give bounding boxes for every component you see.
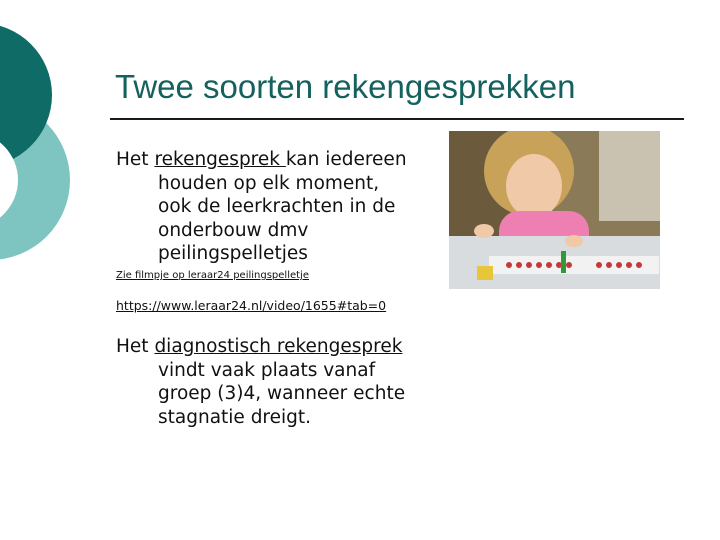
child-game-photo: [449, 131, 660, 289]
video-caption-link[interactable]: Zie filmpje op leraar24 peilingspelletje: [116, 270, 309, 281]
para2-underlined-term: diagnostisch rekengesprek: [154, 336, 403, 357]
video-url-link[interactable]: https://www.leraar24.nl/video/1655#tab=0: [116, 298, 387, 313]
paragraph-diagnostisch: [116, 335, 446, 429]
paragraph-first-line: [116, 148, 446, 172]
paragraph-line: houden op elk moment,: [158, 172, 380, 194]
para2-prefix: Het: [116, 336, 155, 357]
paragraph-line: groep (3)4, wanneer echte: [158, 383, 406, 404]
para1-suffix: kan iedereen: [285, 149, 407, 170]
paragraph-line: peilingspelletjes: [158, 243, 308, 264]
paragraph-line: onderbouw dmv: [158, 219, 309, 241]
decorative-circles: [0, 0, 120, 300]
para1-prefix: Het: [116, 149, 155, 170]
paragraph-rekengesprek: [116, 148, 446, 266]
paragraph-first-line: [116, 335, 446, 359]
paragraph-line: vindt vaak plaats vanaf: [158, 359, 376, 381]
paragraph-line: stagnatie dreigt.: [158, 406, 312, 428]
title-underline-rule: [110, 118, 684, 120]
slide-title: Twee soorten rekengesprekken: [115, 68, 576, 105]
paragraph-line: ook de leerkrachten in de: [158, 196, 396, 217]
para1-underlined-term: rekengesprek: [154, 149, 286, 170]
